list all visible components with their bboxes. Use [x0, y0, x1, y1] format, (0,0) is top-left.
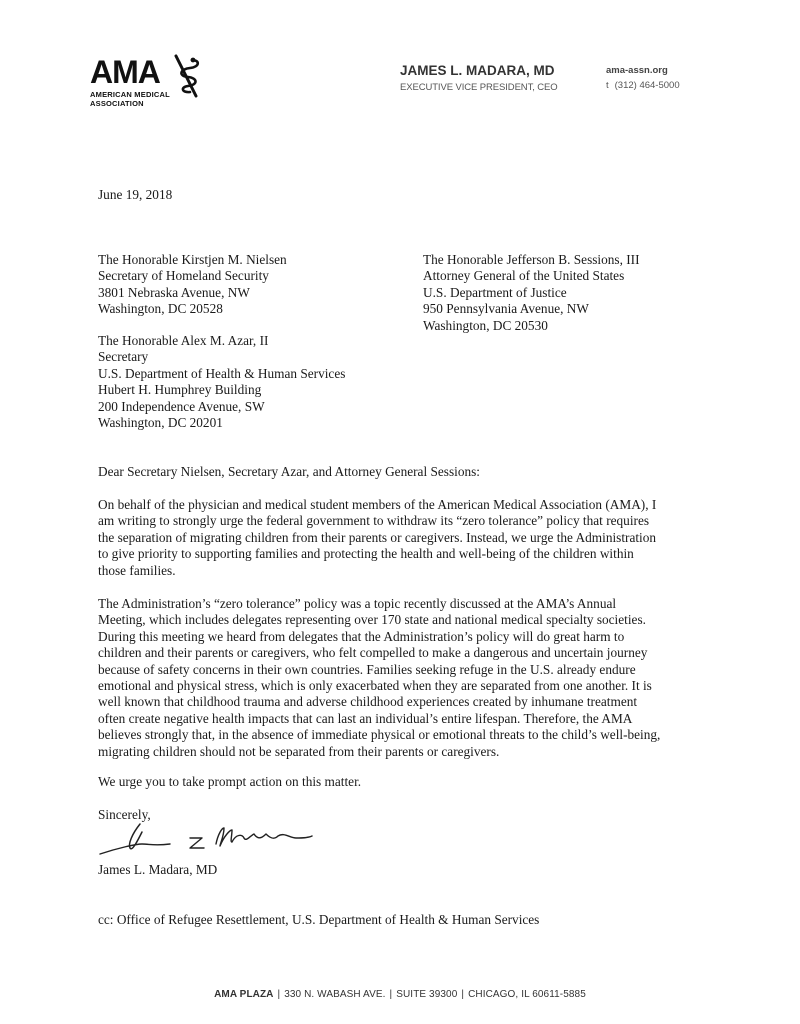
address-line: The Honorable Jefferson B. Sessions, III: [423, 252, 640, 267]
ama-logo: [90, 54, 210, 124]
address-line: Washington, DC 20530: [423, 317, 548, 333]
paragraph-line: those families.: [98, 562, 176, 578]
logo-wordmark: AMA: [90, 54, 160, 90]
letterhead-footer: [0, 989, 800, 1000]
address-line: Hubert H. Humphrey Building: [98, 382, 262, 398]
address-line: U.S. Department of Justice: [423, 284, 567, 300]
footer-plaza: AMA PLAZA: [214, 989, 274, 1000]
paragraph-line: emotional and physical stress, which is only exacerbated when they are separated from one another. It is: [98, 677, 652, 693]
letter-date: June 19, 2018: [98, 187, 173, 202]
paragraph-line: well known that childhood trauma and adverse childhood experiences created by inhumane treatment: [98, 694, 638, 710]
phone-number: (312) 464-5000: [614, 80, 680, 91]
address-line: Washington, DC 20201: [98, 414, 223, 430]
address-line: Secretary of Homeland Security: [98, 268, 269, 284]
paragraph-line: because of safety concerns in their own countries. Families seeking refuge in the U.S. already endure: [98, 661, 636, 677]
address-line: U.S. Department of Health & Human Services: [98, 365, 346, 381]
salutation: Dear Secretary Nielsen, Secretary Azar, and Attorney General Sessions:: [98, 464, 480, 479]
executive-title: EXECUTIVE VICE PRESIDENT, CEO: [400, 82, 558, 93]
website-link[interactable]: ama-assn.org: [606, 65, 668, 76]
paragraph-line: During this meeting we heard from delegates that the Administration’s policy will do great harm to: [98, 628, 625, 644]
phone-line: [606, 80, 680, 91]
address-line: Secretary: [98, 349, 149, 365]
paragraph-line: On behalf of the physician and medical student members of the American Medical Association (AMA), I: [98, 497, 657, 512]
address-line: Attorney General of the United States: [423, 268, 625, 284]
footer-separator: |: [389, 989, 393, 1000]
paragraph-line: migrating children should not be separated from their parents or caregivers.: [98, 743, 500, 759]
recipient-address-block: [98, 333, 345, 431]
logo-subtitle: [90, 90, 170, 108]
phone-prefix: t: [606, 80, 609, 91]
footer-separator: |: [461, 989, 465, 1000]
body-paragraph: [98, 497, 656, 579]
logo-subtitle-line: AMERICAN MEDICAL: [90, 90, 170, 99]
paragraph-line: the separation of migrating children from their parents or caregivers. Instead, we urge the Administration: [98, 529, 657, 545]
cc-line: cc: Office of Refugee Resettlement, U.S. Department of Health & Human Services: [98, 912, 540, 927]
paragraph-line: children and their parents or caregivers, who felt compelled to make a dangerous and uncertain journey: [98, 645, 648, 661]
recipient-address-block: [423, 252, 640, 334]
address-line: The Honorable Alex M. Azar, II: [98, 333, 269, 348]
address-line: 3801 Nebraska Avenue, NW: [98, 284, 250, 300]
address-line: Washington, DC 20528: [98, 301, 223, 317]
footer-suite: SUITE 39300: [396, 989, 458, 1000]
handwritten-signature: [98, 818, 328, 862]
paragraph-line: The Administration’s “zero tolerance” policy was a topic recently discussed at the AMA’s Annual: [98, 596, 617, 611]
recipient-address-block: [98, 252, 287, 318]
paragraph-line: believes strongly that, in the absence of immediate physical or emotional threats to the child’s well-being,: [98, 727, 661, 743]
paragraph-line: often create negative health impacts that can last an individual’s entire lifespan. Therefore, the AMA: [98, 710, 633, 726]
paragraph-line: am writing to strongly urge the federal government to withdraw its “zero tolerance” policy that requires: [98, 513, 650, 529]
staff-of-asclepius-icon: [170, 54, 206, 98]
footer-separator: |: [277, 989, 281, 1000]
footer-address: 330 N. WABASH AVE.: [284, 989, 386, 1000]
address-line: 200 Independence Avenue, SW: [98, 398, 265, 414]
address-line: The Honorable Kirstjen M. Nielsen: [98, 252, 287, 267]
closing-request: We urge you to take prompt action on this matter.: [98, 774, 362, 789]
paragraph-line: Meeting, which includes delegates representing over 170 state and national medical specialty societies.: [98, 612, 646, 628]
address-line: 950 Pennsylvania Avenue, NW: [423, 301, 589, 317]
executive-name: JAMES L. MADARA, MD: [400, 63, 555, 78]
signer-name: James L. Madara, MD: [98, 862, 218, 877]
logo-subtitle-line: ASSOCIATION: [90, 99, 144, 108]
body-paragraph: [98, 596, 660, 760]
paragraph-line: to give priority to supporting families and protecting the health and well-being of the children within: [98, 546, 634, 562]
footer-city: CHICAGO, IL 60611-5885: [468, 989, 586, 1000]
closing-word: Sincerely,: [98, 807, 151, 822]
